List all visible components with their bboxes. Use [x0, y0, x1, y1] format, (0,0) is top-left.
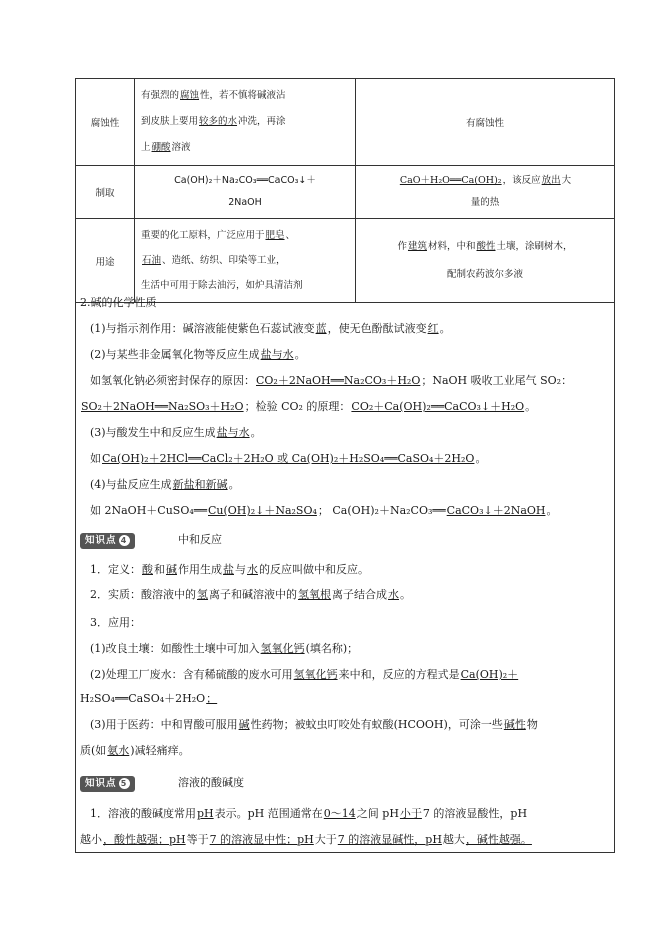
- answer-blank: 7 的溶液显碱性，pH: [337, 833, 442, 846]
- text-run: 如 2NaOH＋CuSO₄══: [90, 504, 207, 517]
- section-heading-4: [80, 533, 610, 549]
- text-run: 。: [546, 504, 558, 517]
- text-run: 冲洗，再涂: [238, 116, 286, 127]
- text-run: (4)与盐反应生成: [90, 478, 172, 491]
- cell-text: [356, 166, 614, 218]
- answer-blank: 水: [388, 588, 399, 601]
- table-row: [76, 166, 615, 219]
- text-run: 。: [400, 588, 411, 601]
- answer-blank: 碱: [166, 563, 177, 576]
- cell-text: [135, 219, 355, 302]
- cell-text: [135, 79, 355, 165]
- cell-line: [141, 248, 349, 273]
- answer-blank: 石油: [142, 255, 162, 266]
- text-run: (2)与某些非金属氧化物等反应生成: [90, 348, 260, 361]
- text-run: 3．应用：: [90, 616, 141, 629]
- text-run: 作用生成: [178, 563, 222, 576]
- text-run: 重要的化工原料，广泛应用于: [141, 230, 265, 241]
- answer-blank: 建筑: [407, 240, 427, 252]
- text-run: 质(如: [80, 744, 107, 757]
- text-line: [80, 322, 610, 348]
- text-run: 越小: [80, 833, 102, 846]
- answer-blank: 新盐和新碱: [172, 478, 228, 491]
- answer-blank: 红: [427, 322, 439, 335]
- answer-blank: CaCO₃↓＋2NaOH: [446, 504, 546, 517]
- answer-blank: ，碱性越强。: [465, 833, 532, 846]
- text-run: (填名称)；: [305, 642, 359, 655]
- text-line: [80, 452, 610, 478]
- answer-blank: Ca(OH)₂＋2HCl══CaCl₂＋2H₂O 或 Ca(OH)₂＋H₂SO₄══CaSO₄＋2H₂O: [102, 452, 475, 465]
- text-run: 生活中可用于除去油污，如炉具清洁剂: [141, 280, 303, 291]
- answer-blank: 较多的水: [199, 116, 238, 127]
- text-run: 1．定义：: [90, 563, 141, 576]
- text-line: [80, 588, 610, 616]
- row-header: 腐蚀性: [76, 79, 135, 166]
- left-cell: [135, 219, 356, 303]
- answer-blank: 小于: [399, 807, 422, 820]
- text-run: 。: [439, 322, 451, 335]
- answer-blank: 氢氧化钙: [293, 668, 338, 681]
- text-line: [80, 426, 610, 452]
- text-run: 大: [561, 175, 572, 186]
- answer-blank: 酸: [142, 563, 153, 576]
- chem-properties-block: [80, 296, 610, 530]
- answer-blank: 0～14: [323, 807, 356, 820]
- answer-blank: 7 的溶液显中性；pH: [209, 833, 314, 846]
- answer-blank: 氢: [197, 588, 208, 601]
- text-run: 材料，中和: [427, 240, 476, 252]
- text-line: [80, 296, 610, 322]
- text-run: (3)与酸发生中和反应生成: [90, 426, 216, 439]
- answer-blank: 腐蚀: [180, 90, 200, 101]
- text-run: (1)与指示剂作用：碱溶液能使紫色石蕊试液变: [90, 322, 315, 335]
- cell-line: [141, 273, 349, 298]
- cell-text: 有腐蚀性: [465, 118, 504, 129]
- cell-line: [362, 192, 608, 214]
- ph-block: [80, 807, 610, 859]
- right-cell: [356, 79, 615, 166]
- knowledge-badge: 知识点 4: [80, 533, 135, 549]
- text-line: [80, 478, 610, 504]
- text-line: [80, 833, 610, 859]
- text-run: )减轻痛痒。: [130, 744, 190, 757]
- answer-blank: 硼酸: [151, 142, 171, 153]
- text-run: 和: [154, 563, 165, 576]
- right-cell: [356, 166, 615, 219]
- text-run: (1)改良土壤：如酸性土壤中可加入: [90, 642, 260, 655]
- text-run: 到皮肤上要用: [141, 116, 199, 127]
- answer-blank: pH: [197, 807, 214, 820]
- text-run: 有强烈的: [141, 90, 180, 101]
- text-run: 。: [250, 426, 262, 439]
- left-cell: [135, 79, 356, 166]
- text-run: 的反应叫做中和反应。: [259, 563, 369, 576]
- left-cell: [135, 166, 356, 219]
- cell-line: [362, 261, 608, 289]
- text-run: ；NaOH 吸收工业尾气 SO₂：: [421, 374, 573, 387]
- answer-blank: CO₂＋Ca(OH)₂══CaCO₃↓＋H₂O: [351, 400, 525, 413]
- text-run: 来中和，反应的方程式是: [338, 668, 460, 681]
- answer-blank: 盐与水: [216, 426, 250, 439]
- text-run: (3)用于医药：中和胃酸可服用: [90, 718, 238, 731]
- answer-blank: 蓝: [315, 322, 327, 335]
- text-run: 。: [525, 400, 537, 413]
- text-run: (2)处理工厂废水：含有稀硫酸的废水可用: [90, 668, 293, 681]
- text-run: 如: [90, 452, 101, 465]
- answer-blank: Ca(OH)₂＋: [460, 668, 519, 681]
- text-run: Ca(OH)₂＋Na₂CO₃══CaCO₃↓＋: [174, 175, 316, 186]
- text-run: 与: [235, 563, 246, 576]
- text-run: 。: [475, 452, 487, 465]
- answer-blank: ；: [206, 692, 218, 705]
- table-row: [76, 219, 615, 303]
- text-run: 2NaOH: [228, 197, 262, 208]
- text-line: [80, 563, 610, 588]
- text-line: [80, 692, 610, 718]
- text-run: 7 的溶液显酸性，pH: [422, 807, 528, 820]
- text-run: 越大: [442, 833, 465, 846]
- text-line: [80, 718, 610, 744]
- section-heading-5: [80, 776, 610, 792]
- text-line: [80, 616, 610, 642]
- section-title: 溶液的酸碱度: [178, 776, 245, 789]
- answer-blank: ，酸性越强；pH: [103, 833, 186, 846]
- text-run: 、造纸、纺织、印染等工业，: [162, 255, 286, 266]
- cell-line: [141, 170, 349, 192]
- text-run: ；检验 CO₂ 的原理：: [244, 400, 351, 413]
- cell-line: [141, 83, 349, 109]
- cell-line: [362, 233, 608, 261]
- answer-blank: 放出: [541, 175, 561, 186]
- cell-text: [356, 229, 614, 293]
- answer-blank: SO₂＋2NaOH══Na₂SO₃＋H₂O: [81, 400, 244, 413]
- text-run: 量的热: [470, 197, 500, 208]
- cell-line: [141, 109, 349, 135]
- text-run: 2．实质：酸溶液中的: [90, 588, 196, 601]
- cell-line: [362, 170, 608, 192]
- text-run: 作: [397, 240, 407, 252]
- text-run: 性，若不慎将碱液沾: [200, 90, 286, 101]
- text-run: 。: [228, 478, 240, 491]
- property-table: [75, 78, 615, 303]
- answer-blank: 碱: [238, 718, 250, 731]
- cell-line: [141, 135, 349, 161]
- text-run: 性药物；被蚊虫叮咬处有蚁酸(HCOOH)，可涂一些: [250, 718, 503, 731]
- text-line: [80, 668, 610, 692]
- text-run: H₂SO₄══CaSO₄＋2H₂O: [80, 692, 206, 705]
- text-run: ，使无色酚酞试液变: [327, 322, 427, 335]
- text-run: 。: [294, 348, 306, 361]
- text-run: 之间 pH: [356, 807, 399, 820]
- text-line: [80, 744, 610, 770]
- cell-line: [141, 192, 349, 214]
- answer-blank: 氢氧化钙: [260, 642, 305, 655]
- text-run: 1．溶液的酸碱度常用: [90, 807, 196, 820]
- text-run: 离子和碱溶液中的: [209, 588, 297, 601]
- answer-blank: 酸性: [476, 240, 496, 252]
- text-line: [80, 348, 610, 374]
- text-line: [80, 642, 610, 668]
- knowledge-badge: 知识点 5: [80, 776, 135, 792]
- cell-text: [135, 166, 355, 218]
- text-run: 如氢氧化钠必须密封保存的原因：: [90, 374, 255, 387]
- answer-blank: 氨水: [107, 744, 130, 757]
- answer-blank: 水: [247, 563, 258, 576]
- neutralization-block: [80, 563, 610, 770]
- row-header: 用途: [76, 219, 135, 303]
- text-line: [80, 400, 610, 426]
- text-run: 等于: [186, 833, 209, 846]
- text-run: 大于: [314, 833, 337, 846]
- text-line: [80, 504, 610, 530]
- text-run: 、: [285, 230, 296, 241]
- text-run: 溶液: [171, 142, 191, 153]
- answer-blank: 碱性: [503, 718, 526, 731]
- answer-blank: 盐与水: [260, 348, 294, 361]
- text-run: 配制农药波尔多液: [446, 268, 523, 280]
- text-run: ； Ca(OH)₂＋Na₂CO₃══: [317, 504, 446, 517]
- text-line: [80, 374, 610, 400]
- right-cell: [356, 219, 615, 303]
- text-run: 上: [141, 142, 151, 153]
- text-run: 表示。pH 范围通常在: [214, 807, 323, 820]
- answer-blank: Cu(OH)₂↓＋Na₂SO₄: [208, 504, 317, 517]
- text-run: 离子结合成: [332, 588, 387, 601]
- cell-line: [141, 223, 349, 248]
- answer-blank: 盐: [223, 563, 234, 576]
- text-line: [80, 807, 610, 833]
- answer-blank: 肥皂: [265, 230, 285, 241]
- row-header: 制取: [76, 166, 135, 219]
- text-run: ，该反应: [502, 175, 541, 186]
- text-run: 土壤，涂刷树木，: [496, 240, 573, 252]
- answer-blank: CO₂＋2NaOH══Na₂CO₃＋H₂O: [256, 374, 421, 387]
- text-run: 物: [526, 718, 538, 731]
- answer-blank: CaO＋H₂O══Ca(OH)₂: [399, 175, 502, 186]
- section-title: 中和反应: [178, 533, 223, 546]
- answer-blank: 氢氧根: [298, 588, 331, 601]
- table-row: [76, 79, 615, 166]
- text-run: 2.碱的化学性质: [80, 296, 157, 309]
